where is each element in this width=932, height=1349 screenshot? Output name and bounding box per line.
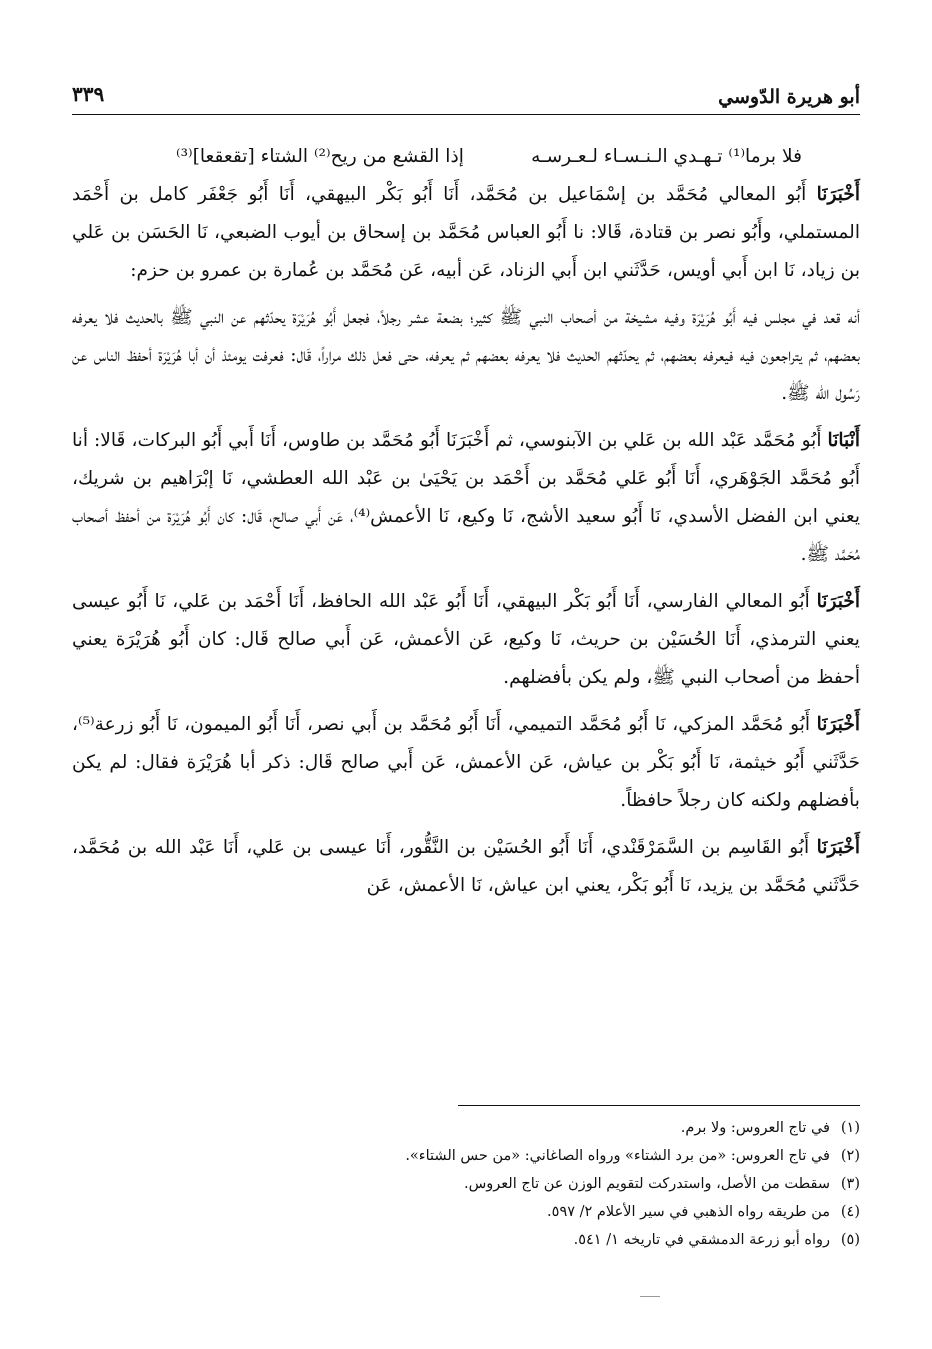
footnote-3 [72,1170,860,1198]
page-header [72,80,860,115]
footnote-4 [72,1198,860,1226]
narration-keyword: أَخْبَرَنَا [816,184,860,205]
footnote-text: في تاج العروس: ولا برم. [680,1120,830,1136]
main-text [72,138,860,914]
paragraph-text: أَبُو المعالي الفارسي، أَنَا أَبُو بَكْر البيهقي، أَنَا أَبُو عَبْد الله الحافظ، أَنَا أَحْمَد بن عَلي، نَا أَبُو عيسى يعني الترمذي، أَنَا الحُسَيْن بن حريث، نَا وكيع، عَن الأعمش، عَن أَبي صالح قَال: كان أَبُو هُرَيْرَة يعني أحفظ من أصحاب النبي ﷺ، ولم يكن بأفضلهم. [72,591,860,688]
footnote-number: (٢) [840,1148,860,1164]
narration-keyword: أَخْبَرَنَا [816,714,860,735]
paragraph-text: أَبُو مُحَمَّد المزكي، نَا أَبُو مُحَمَّد التميمي، أَنَا أَبُو مُحَمَّد بن أَبي نصر، أَنَا أَبُو الميمون، نَا أَبُو زرعة⁽⁵⁾، حَدَّثَني أَبُو خيثمة، نَا أَبُو بَكْر بن عياش، عَن الأعمش، عَن أَبي صالح قَال: ذكر أبا هُرَيْرَة فقال: لم يكن بأفضلهم ولكنه كان رجلاً حافظاً. [72,714,860,811]
footnote-text: في تاج العروس: «من برد الشتاء» ورواه الصاغاني: «من حس الشتاء». [405,1148,830,1164]
running-title: أبو هريرة الدّوسي [718,86,860,108]
paragraph-text: أَبُو المعالي مُحَمَّد بن إسْمَاعيل بن مُحَمَّد، أَنَا أَبُو بَكْر البيهقي، أَنَا أَبُو جَعْفَر كامل بن أَحْمَد المستملي، وأَبُو نصر بن قتادة، قَالا: نا أَبُو العباس مُحَمَّد بن إسحاق بن أيوب الضبعي، نَا الحَسَن بن عَلي بن زياد، نَا ابن أَبي أويس، حَدَّثَني ابن أَبي الزناد، عَن أبيه، عَن مُحَمَّد بن عُمارة بن عمرو بن حزم: [72,184,860,281]
footnote-1 [72,1114,860,1142]
footnotes [72,1114,860,1254]
footnote-text: من طريقه رواه الذهبي في سير الأعلام ٢/ ٥٩٧. [547,1204,830,1220]
paragraph-2 [72,299,860,413]
footnote-divider [458,1105,860,1106]
page-number: ٣٣٩ [72,82,105,106]
narration-keyword: أَخْبَرَنَا [816,837,860,858]
narration-keyword: أَخْبَرَنَا [816,591,860,612]
footnote-2 [72,1142,860,1170]
footnote-text: سقطت من الأصل، واستدركت لتقويم الوزن عن تاج العروس. [463,1176,830,1192]
footnote-5 [72,1226,860,1254]
paragraph-3 [72,422,860,574]
paragraph-text: أَبُو القَاسِم بن السَّمَرْقَنْدي، أَنَا أَبُو الحُسَيْن بن النَّقُّور، أَنَا عيسى بن عَلي، أَنَا عَبْد الله بن مُحَمَّد، حَدَّثَني مُحَمَّد بن يزيد، نَا أَبُو بَكْر، يعني ابن عياش، نَا الأعمش، عَن [72,837,860,896]
footnote-number: (٣) [840,1176,860,1192]
verse-second-hemistich: إذا القشع من ريح⁽²⁾ الشتاء [تقعقعا]⁽³⁾ [176,146,464,167]
footnote-number: (١) [840,1120,860,1136]
verse-first-hemistich: فلا برما⁽¹⁾ تـهـدي الـنـسـاء لـعـرسـه [531,146,802,167]
footnote-number: (٥) [840,1232,860,1248]
paragraph-6 [72,829,860,905]
footnote-number: (٤) [840,1204,860,1220]
paragraph-text: أنه قعد في مجلس فيه أَبُو هُرَيْرَة وفيه مشيخة من أصحاب النبي ﷺ كثير؛ بضعة عشر رجلاً، فجعل أَبُو هُرَيْرَة يحدّثهم عن النبي ﷺ بالحديث فلا يعرفه بعضهم، ثم يتراجعون فيه فيعرفه بعضهم، ثم يحدّثهم الحديث فلا يعرفه بعضهم ثم يعرفه، حتى فعل ذلك مراراً، قَال: فعرفت يومئذ أن أبا هُرَيْرَة أحفظ الناس عن رَسُول الله ﷺ. [72,307,860,404]
paragraph-4 [72,583,860,697]
paragraph-5 [72,706,860,820]
scan-mark [640,1296,660,1297]
narration-keyword: أَنْبَانَا [827,430,860,451]
footnote-text: رواه أبو زرعة الدمشقي في تاريخه ١/ ٥٤١. [573,1232,830,1248]
paragraph-1 [72,176,860,290]
poetry-verse [72,138,860,176]
paragraph-text: أَبُو مُحَمَّد عَبْد الله بن عَلي بن الآبنوسي، ثم أَخْبَرَنَا أَبُو مُحَمَّد بن طاوس، أَنَا أَبي أَبُو البركات، قَالا: أنا أَبُو مُحَمَّد الجَوْهَري، أَنَا أَبُو عَلي مُحَمَّد بن أَحْمَد بن يَحْيَىٰ بن عَبْد الله العطشي، نَا إبْرَاهيم بن شريك، يعني ابن الفضل الأسدي، نَا أَبُو سعيد الأشج، نَا وكيع، نَا الأعمش⁽⁴⁾، عَن أَبي صالح، قَال: كان أَبُو هُرَيْرَة من أحفظ أصحاب مُحَمَّد ﷺ. [72,430,860,565]
